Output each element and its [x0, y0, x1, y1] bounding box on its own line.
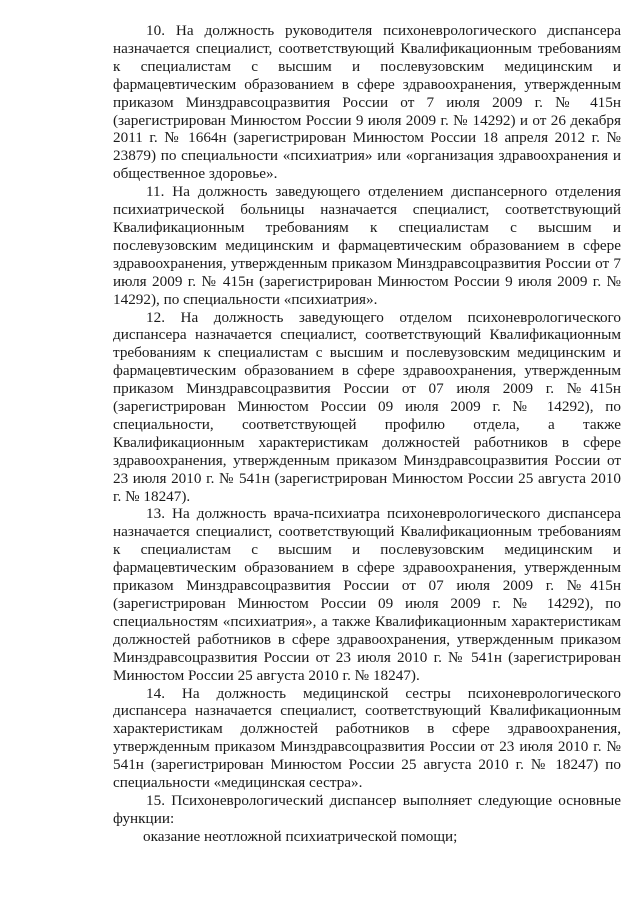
paragraph-14: 14. На должность медицинской сестры психоневрологического диспансера назначается специалист, соответствующий Квалификационным характеристикам должностей работников в сфере здравоохранения, утвержденным приказом Минздравсоцразвития России от 23 июля 2010 г. № 541н (зарегистрирован Минюстом России 25 августа 2010 г. № 18247) по специальности «медицинская сестра». — [113, 684, 621, 792]
paragraph-10: 10. На должность руководителя психоневрологического диспансера назначается специалист, соответствующий Квалификационным требованиям к специалистам с высшим и послевузовским медицинским и фармацевтическим образованием в сфере здравоохранения, утвержденным приказом Минздравсоцразвития России от 7 июля 2009 г. № 415н (зарегистрирован Минюстом России 9 июля 2009 г. № 14292) и от 26 декабря 2011 г. № 1664н (зарегистрирован Минюстом России 18 апреля 2012 г. № 23879) по специальности «психиатрия» или «организация здравоохранения и общественное здоровье». — [113, 22, 621, 183]
paragraph-13: 13. На должность врача-психиатра психоневрологического диспансера назначается специалист, соответствующий Квалификационным требованиям к специалистам с высшим и послевузовским медицинским и фармацевтическим образованием в сфере здравоохранения, утвержденным приказом Минздравсоцразвития России от 07 июля 2009 г. №415н (зарегистрирован Минюстом России 09 июля 2009 г. № 14292), по специальностям «психиатрия», а также Квалификационным характеристикам должностей работников в сфере здравоохранения, утвержденным приказом Минздравсоцразвития России от 23 июля 2010 г. № 541н (зарегистрирован Минюстом России 25 августа 2010 г. № 18247). — [113, 505, 621, 684]
paragraph-12: 12. На должность заведующего отделом психоневрологического диспансера назначается специалист, соответствующий Квалификационным требованиям к специалистам с высшим и послевузовским медицинским и фармацевтическим образованием в сфере здравоохранения, утвержденным приказом Минздравсоцразвития России от 07 июля 2009 г. №415н (зарегистрирован Минюстом России 09 июля 2009 г. № 14292), по специальности, соответствующей профилю отдела, а также Квалификационным характеристикам должностей работников в сфере здравоохранения, утвержденным приказом Минздравсоцразвития России от 23 июля 2010 г. № 541н (зарегистрирован Минюстом России 25 августа 2010 г. № 18247). — [113, 308, 621, 505]
function-list-item: оказание неотложной психиатрической помощи; — [143, 827, 458, 845]
paragraph-15: 15. Психоневрологический диспансер выполняет следующие основные функции: — [113, 791, 621, 827]
paragraph-11: 11. На должность заведующего отделением диспансерного отделения психиатрической больницы назначается специалист, соответствующий Квалификационным требованиям к специалистам с высшим и послевузовским медицинским и фармацевтическим образованием в сфере здравоохранения, утвержденным приказом Минздравсоцразвития России от 7 июля 2009 г. № 415н (зарегистрирован Минюстом России 9 июля 2009 г. № 14292), по специальности «психиатрия». — [113, 183, 621, 308]
document-page — [113, 22, 621, 846]
